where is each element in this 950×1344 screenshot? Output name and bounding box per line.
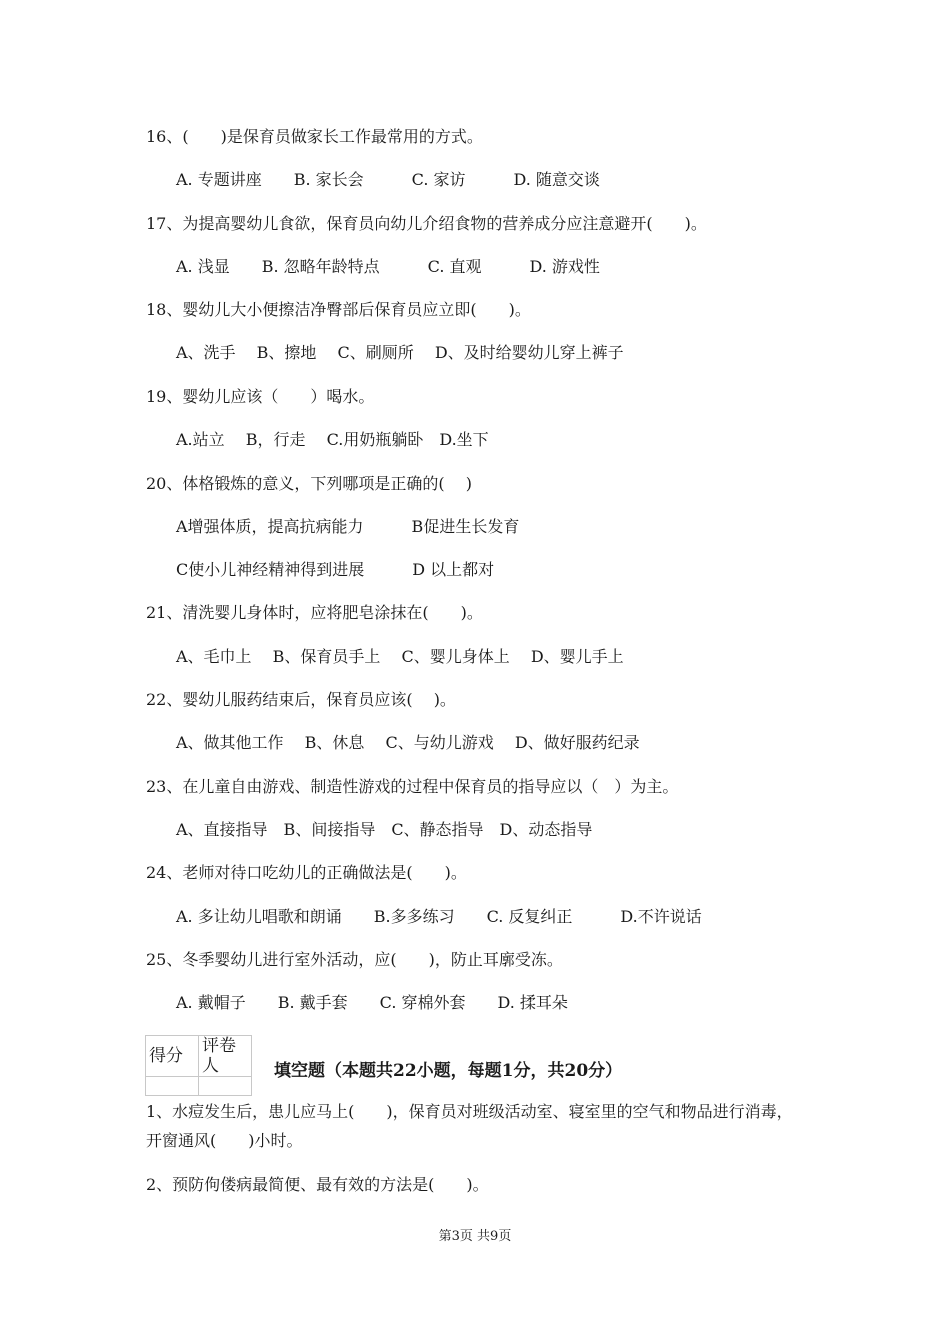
question-options: A、直接指导 B、间接指导 C、静态指导 D、动态指导	[176, 820, 593, 839]
question-options: C使小儿神经精神得到进展 D 以上都对	[176, 560, 495, 579]
question-options: A. 戴帽子 B. 戴手套 C. 穿棉外套 D. 揉耳朵	[176, 993, 568, 1012]
question-options: A.站立 B，行走 C.用奶瓶躺卧 D.坐下	[176, 430, 489, 449]
score-label: 得分	[146, 1036, 199, 1077]
question-stem: 22、婴幼儿服药结束后，保育员应该( )。	[146, 690, 456, 709]
question-stem: 18、婴幼儿大小便擦洁净臀部后保育员应立即( )。	[146, 300, 531, 319]
grader-cell[interactable]	[199, 1077, 252, 1096]
question-options: A. 浅显 B. 忽略年龄特点 C. 直观 D. 游戏性	[176, 257, 600, 276]
score-cell[interactable]	[146, 1077, 199, 1096]
question-stem: 20、体格锻炼的意义，下列哪项是正确的( )	[146, 474, 472, 493]
grader-label: 评卷人	[199, 1036, 252, 1077]
score-box	[145, 1035, 252, 1096]
question-stem: 21、清洗婴儿身体时，应将肥皂涂抹在( )。	[146, 603, 483, 622]
question-stem: 23、在儿童自由游戏、制造性游戏的过程中保育员的指导应以（ ）为主。	[146, 777, 679, 796]
page-footer: 第3页 共9页	[438, 1229, 512, 1244]
question-options: A. 专题讲座 B. 家长会 C. 家访 D. 随意交谈	[176, 170, 600, 189]
question-stem: 16、( )是保育员做家长工作最常用的方式。	[146, 127, 483, 146]
section-title: 填空题（本题共22小题，每题1分，共20分）	[274, 1061, 623, 1081]
question-stem: 19、婴幼儿应该（ ）喝水。	[146, 387, 375, 406]
fill-blank-line: 开窗通风( )小时。	[146, 1131, 303, 1150]
fill-blank-line: 2、预防佝偻病最简便、最有效的方法是( )。	[146, 1175, 489, 1194]
question-stem: 25、冬季婴幼儿进行室外活动，应( )，防止耳廓受冻。	[146, 950, 563, 969]
question-options: A. 多让幼儿唱歌和朗诵 B.多多练习 C. 反复纠正 D.不许说话	[176, 907, 702, 926]
question-options: A、洗手 B、擦地 C、刷厕所 D、及时给婴幼儿穿上裤子	[176, 343, 624, 362]
question-stem: 24、老师对待口吃幼儿的正确做法是( )。	[146, 863, 467, 882]
question-options: A、做其他工作 B、休息 C、与幼儿游戏 D、做好服药纪录	[176, 733, 640, 752]
question-options: A、毛巾上 B、保育员手上 C、婴儿身体上 D、婴儿手上	[176, 647, 624, 666]
question-stem: 17、为提高婴幼儿食欲，保育员向幼儿介绍食物的营养成分应注意避开( )。	[146, 214, 707, 233]
question-options: A增强体质，提高抗病能力 B促进生长发育	[176, 517, 520, 536]
fill-blank-line: 1、水痘发生后，患儿应马上( )，保育员对班级活动室、寝室里的空气和物品进行消毒，	[146, 1102, 793, 1121]
